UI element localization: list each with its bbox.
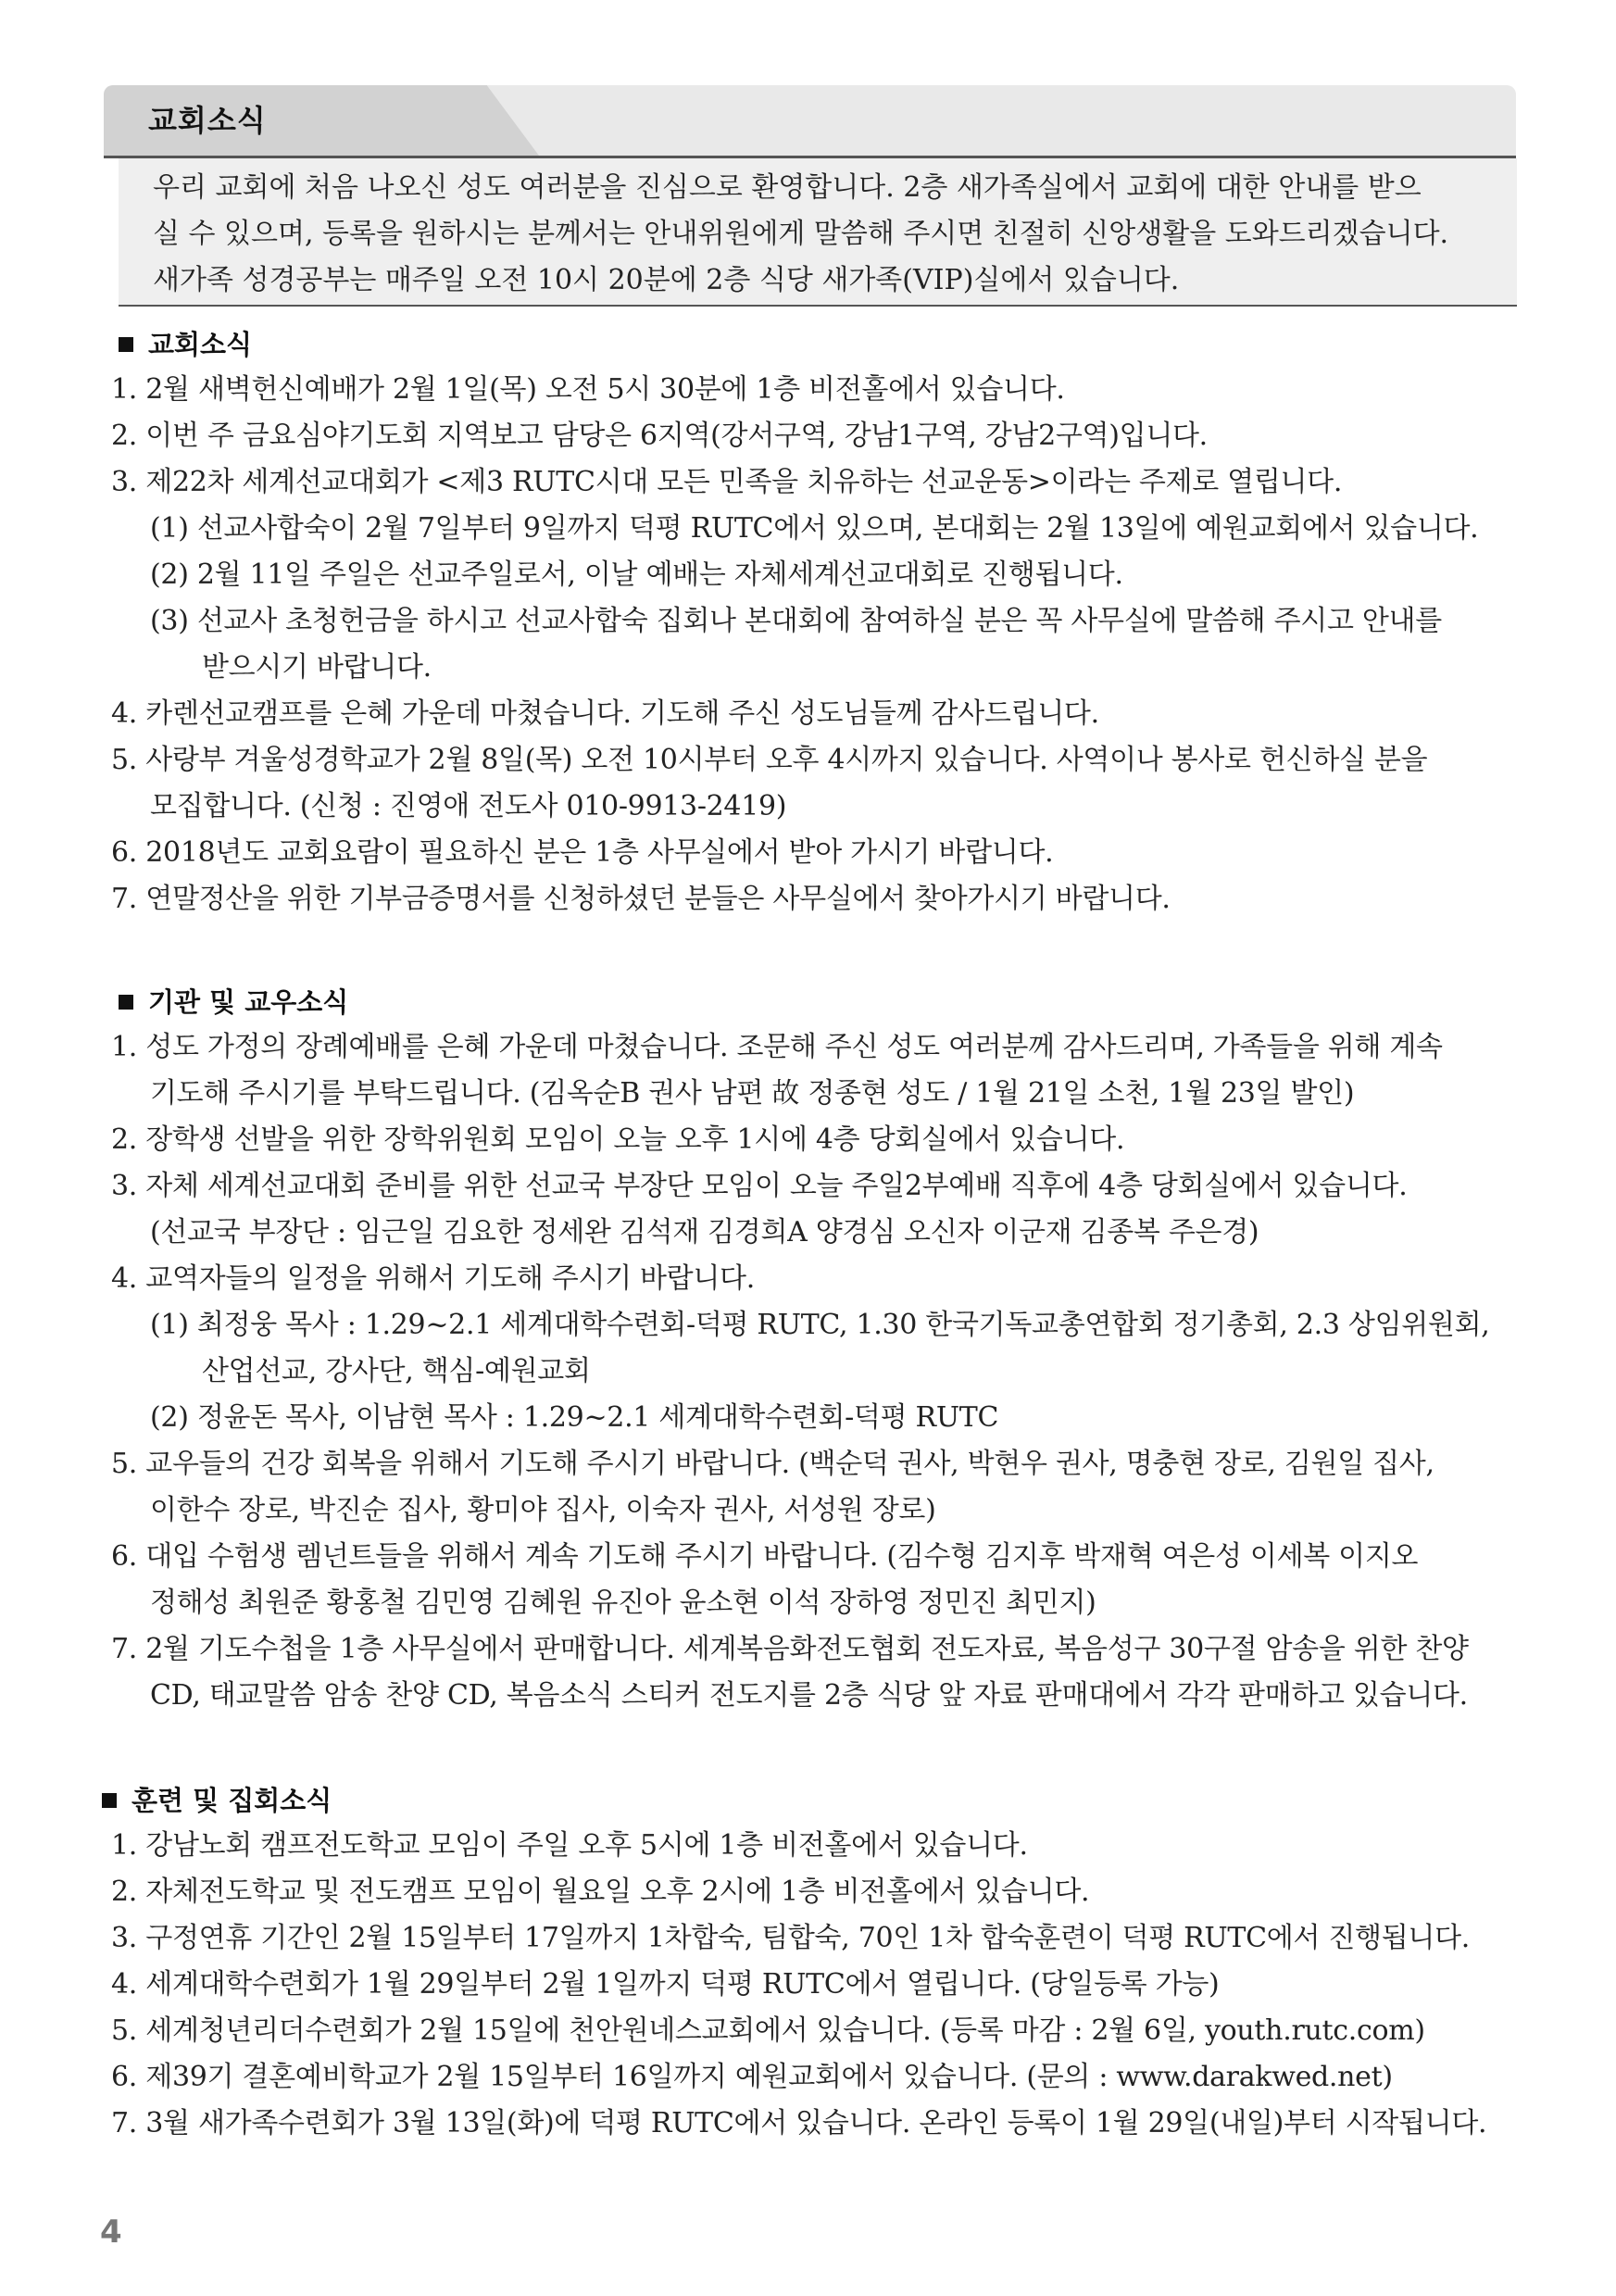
list-item: 2. 장학생 선발을 위한 장학위원회 모임이 오늘 오후 1시에 4층 당회실에서 있습니다. <box>111 1123 1125 1156</box>
list-item: 7. 2월 기도수첩을 1층 사무실에서 판매합니다. 세계복음화전도협회 전도자료, 복음성구 30구절 암송을 위한 찬양 <box>111 1633 1469 1665</box>
list-item: 2. 자체전도학교 및 전도캠프 모임이 월요일 오후 2시에 1층 비전홀에서 있습니다. <box>111 1876 1090 1908</box>
list-item: 6. 제39기 결혼예비학교가 2월 15일부터 16일까지 예원교회에서 있습니다. (문의 : www.darakwed.net) <box>111 2061 1393 2093</box>
list-item: 1. 강남노회 캠프전도학교 모임이 주일 오후 5시에 1층 비전홀에서 있습니다. <box>111 1829 1028 1862</box>
list-subitem: (1) 최정웅 목사 : 1.29~2.1 세계대학수련회-덕평 RUTC, 1.30 한국기독교총연합회 정기총회, 2.3 상임위원회, <box>150 1309 1490 1341</box>
page-number: 4 <box>100 2214 122 2251</box>
list-subitem: (3) 선교사 초청헌금을 하시고 선교사합숙 집회나 본대회에 참여하실 분은 꼭 사무실에 말씀해 주시고 안내를 <box>150 605 1442 637</box>
list-item: 3. 제22차 세계선교대회가 <제3 RUTC시대 모든 민족을 치유하는 선교운동>이라는 주제로 열립니다. <box>111 466 1343 498</box>
list-item: 6. 대입 수험생 렘넌트들을 위해서 계속 기도해 주시기 바랍니다. (김수형 김지후 박재혁 여은성 이세복 이지오 <box>111 1540 1419 1573</box>
list-item: 1. 2월 새벽헌신예배가 2월 1일(목) 오전 5시 30분에 1층 비전홀에서 있습니다. <box>111 373 1065 406</box>
list-continuation: (선교국 부장단 : 임근일 김요한 정세완 김석재 김경희A 양경심 오신자 이군재 김종복 주은경) <box>150 1216 1259 1248</box>
list-item: 5. 세계청년리더수련회가 2월 15일에 천안원네스교회에서 있습니다. (등록 마감 : 2월 6일, youth.rutc.com) <box>111 2014 1425 2047</box>
square-bullet-icon <box>119 337 133 352</box>
welcome-line: 새가족 성경공부는 매주일 오전 10시 20분에 2층 식당 새가족(VIP)실에서 있습니다. <box>153 264 1180 296</box>
list-item: 7. 3월 새가족수련회가 3월 13일(화)에 덕평 RUTC에서 있습니다. 온라인 등록이 1월 29일(내일)부터 시작됩니다. <box>111 2107 1487 2139</box>
list-subitem: (2) 2월 11일 주일은 선교주일로서, 이날 예배는 자체세계선교대회로 진행됩니다. <box>150 558 1123 591</box>
page-title: 교회소식 <box>148 103 267 138</box>
list-continuation: 받으시기 바랍니다. <box>202 651 432 684</box>
welcome-line: 실 수 있으며, 등록을 원하시는 분께서는 안내위원에게 말씀해 주시면 친절히 신앙생활을 도와드리겠습니다. <box>153 218 1449 250</box>
section-title-church-news: 교회소식 <box>119 324 252 362</box>
list-continuation: 모집합니다. (신청 : 진영애 전도사 010-9913-2419) <box>150 790 787 822</box>
section-title-member-news: 기관 및 교우소식 <box>119 982 348 1020</box>
list-item: 1. 성도 가정의 장례예배를 은혜 가운데 마쳤습니다. 조문해 주신 성도 여러분께 감사드리며, 가족들을 위해 계속 <box>111 1031 1443 1063</box>
list-item: 7. 연말정산을 위한 기부금증명서를 신청하셨던 분들은 사무실에서 찾아가시기 바랍니다. <box>111 883 1171 915</box>
list-subitem: (2) 정윤돈 목사, 이남현 목사 : 1.29~2.1 세계대학수련회-덕평 RUTC <box>150 1401 999 1434</box>
square-bullet-icon <box>102 1793 117 1808</box>
square-bullet-icon <box>119 995 133 1010</box>
list-continuation: CD, 태교말씀 암송 찬양 CD, 복음소식 스티커 전도지를 2층 식당 앞 자료 판매대에서 각각 판매하고 있습니다. <box>150 1679 1468 1712</box>
list-item: 5. 사랑부 겨울성경학교가 2월 8일(목) 오전 10시부터 오후 4시까지 있습니다. 사역이나 봉사로 헌신하실 분을 <box>111 744 1428 776</box>
section-title-training-news: 훈련 및 집회소식 <box>102 1780 332 1818</box>
list-subitem: (1) 선교사합숙이 2월 7일부터 9일까지 덕평 RUTC에서 있으며, 본대회는 2월 13일에 예원교회에서 있습니다. <box>150 512 1479 545</box>
list-continuation: 산업선교, 강사단, 핵심-예원교회 <box>202 1355 591 1387</box>
list-item: 5. 교우들의 건강 회복을 위해서 기도해 주시기 바랍니다. (백순덕 권사, 박현우 권사, 명충현 장로, 김원일 집사, <box>111 1448 1434 1480</box>
list-continuation: 이한수 장로, 박진순 집사, 황미야 집사, 이숙자 권사, 서성원 장로) <box>150 1494 936 1526</box>
list-continuation: 기도해 주시기를 부탁드립니다. (김옥순B 권사 남편 故 정종현 성도 / 1월 21일 소천, 1월 23일 발인) <box>150 1077 1355 1110</box>
list-item: 4. 카렌선교캠프를 은혜 가운데 마쳤습니다. 기도해 주신 성도님들께 감사드립니다. <box>111 697 1099 730</box>
list-item: 3. 자체 세계선교대회 준비를 위한 선교국 부장단 모임이 오늘 주일2부예배 직후에 4층 당회실에서 있습니다. <box>111 1170 1408 1202</box>
list-item: 2. 이번 주 금요심야기도회 지역보고 담당은 6지역(강서구역, 강남1구역, 강남2구역)입니다. <box>111 420 1208 452</box>
welcome-line: 우리 교회에 처음 나오신 성도 여러분을 진심으로 환영합니다. 2층 새가족실에서 교회에 대한 안내를 받으 <box>153 171 1422 204</box>
list-item: 6. 2018년도 교회요람이 필요하신 분은 1층 사무실에서 받아 가시기 바랍니다. <box>111 836 1054 869</box>
list-item: 4. 교역자들의 일정을 위해서 기도해 주시기 바랍니다. <box>111 1262 755 1295</box>
list-item: 3. 구정연휴 기간인 2월 15일부터 17일까지 1차합숙, 팀합숙, 70인 1차 합숙훈련이 덕평 RUTC에서 진행됩니다. <box>111 1922 1470 1954</box>
list-continuation: 정해성 최원준 황홍철 김민영 김혜원 유진아 윤소현 이석 장하영 정민진 최민지) <box>150 1587 1096 1619</box>
list-item: 4. 세계대학수련회가 1월 29일부터 2월 1일까지 덕평 RUTC에서 열립니다. (당일등록 가능) <box>111 1968 1220 2001</box>
